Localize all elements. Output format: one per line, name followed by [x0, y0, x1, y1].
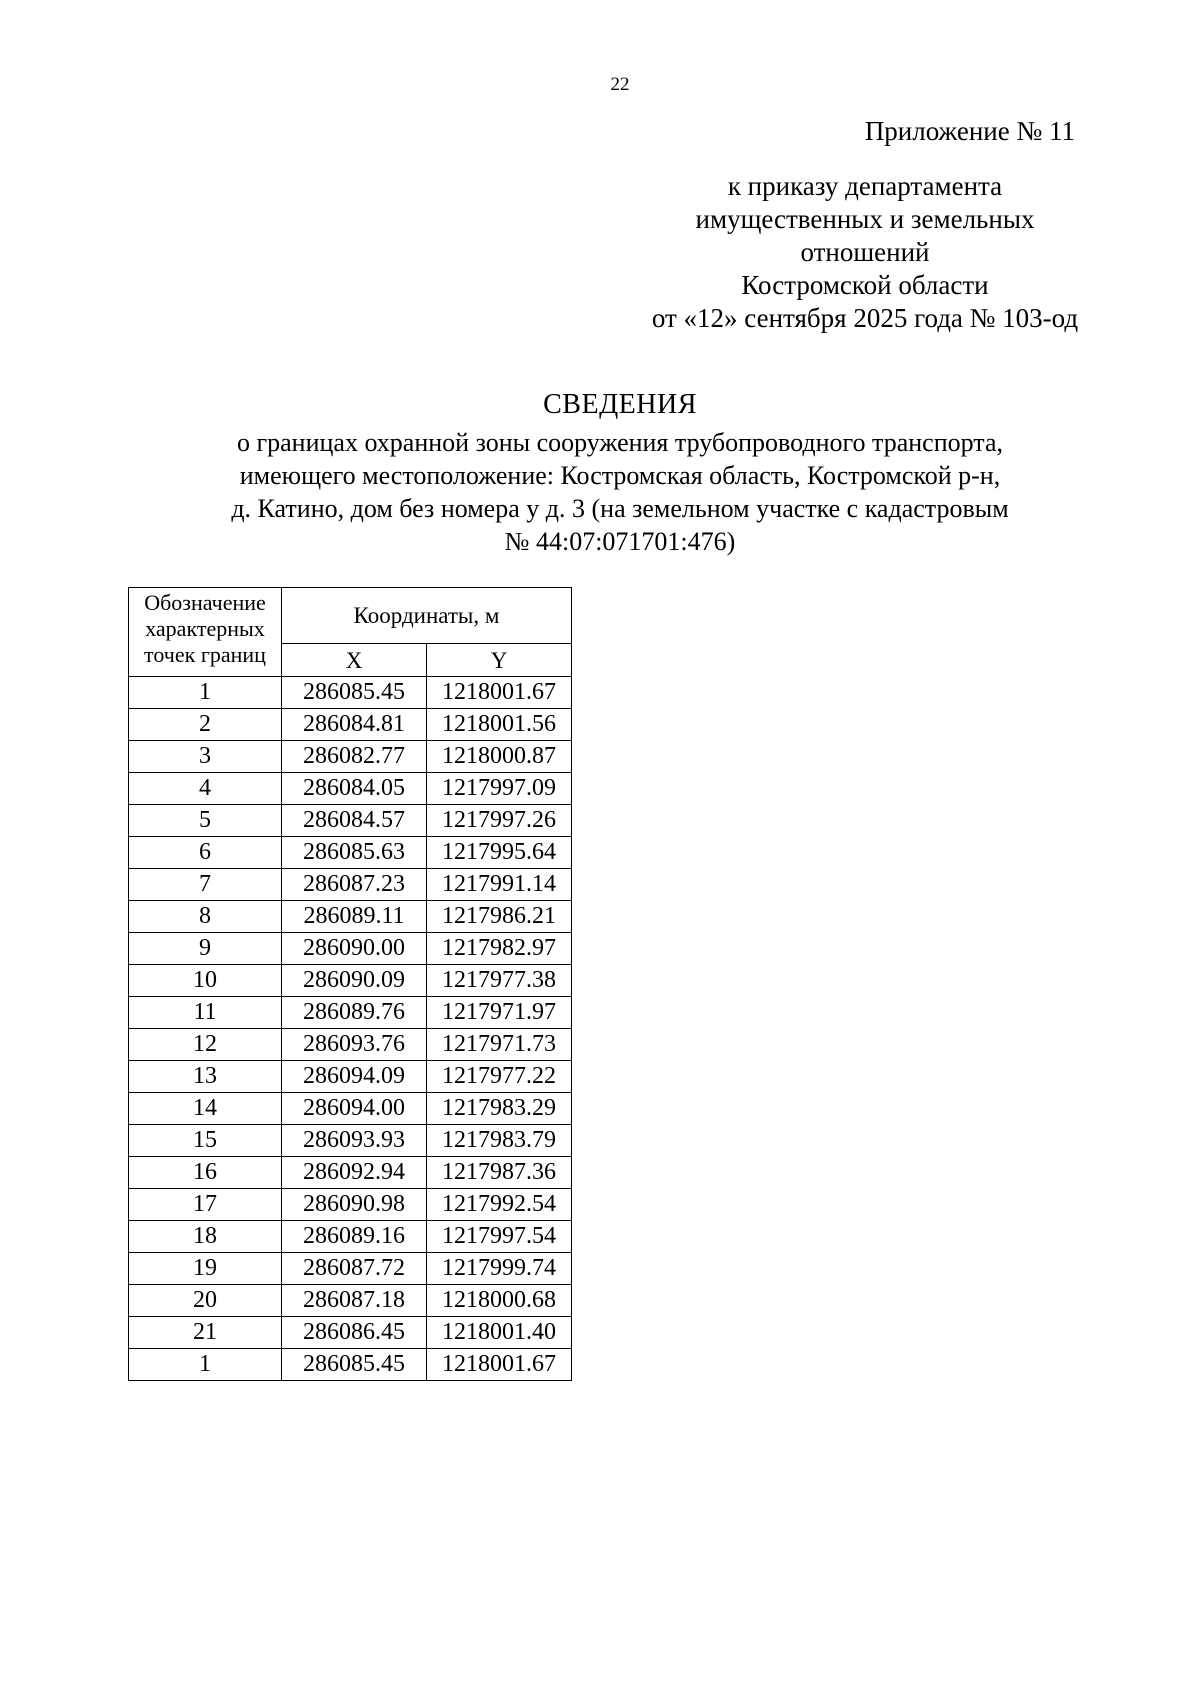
x-coordinate-cell: 286089.76 [282, 997, 427, 1029]
point-cell: 1 [129, 677, 282, 709]
point-cell: 17 [129, 1189, 282, 1221]
point-cell: 15 [129, 1125, 282, 1157]
point-cell: 1 [129, 1349, 282, 1381]
y-coordinate-cell: 1217977.22 [427, 1061, 572, 1093]
table-row [129, 1061, 572, 1093]
table-row [129, 1349, 572, 1381]
y-coordinate-cell: 1217997.26 [427, 805, 572, 837]
table-row [129, 709, 572, 741]
y-coordinate-cell: 1217999.74 [427, 1253, 572, 1285]
x-coordinate-cell: 286082.77 [282, 741, 427, 773]
order-line: к приказу департамента [727, 171, 1003, 201]
table-row [129, 901, 572, 933]
x-coordinate-cell: 286084.57 [282, 805, 427, 837]
subheading-line: имеющего местоположение: Костромская область, Костромской р-н, [239, 461, 1001, 490]
x-coordinate-cell: 286089.11 [282, 901, 427, 933]
point-cell: 20 [129, 1285, 282, 1317]
table-row [129, 965, 572, 997]
table-row [129, 1221, 572, 1253]
table-row [129, 805, 572, 837]
table-row [129, 869, 572, 901]
table-row [129, 1253, 572, 1285]
y-coordinate-cell: 1218001.67 [427, 1349, 572, 1381]
table-row [129, 1029, 572, 1061]
table-row [129, 1189, 572, 1221]
order-line: Костромской области [741, 270, 989, 300]
point-cell: 9 [129, 933, 282, 965]
y-coordinate-cell: 1218000.87 [427, 741, 572, 773]
y-coordinate-cell: 1217982.97 [427, 933, 572, 965]
table-row [129, 1317, 572, 1349]
x-coordinate-cell: 286087.18 [282, 1285, 427, 1317]
y-coordinate-cell: 1217971.73 [427, 1029, 572, 1061]
point-cell: 5 [129, 805, 282, 837]
y-coordinate-cell: 1217997.09 [427, 773, 572, 805]
point-cell: 18 [129, 1221, 282, 1253]
subheading-line: № 44:07:071701:476) [504, 527, 736, 556]
table-row [129, 933, 572, 965]
coordinates-header: Координаты, м [282, 588, 572, 644]
y-coordinate-cell: 1217983.29 [427, 1093, 572, 1125]
header-line: характерных [145, 616, 265, 641]
x-coordinate-cell: 286094.09 [282, 1061, 427, 1093]
x-coordinate-cell: 286089.16 [282, 1221, 427, 1253]
point-cell: 13 [129, 1061, 282, 1093]
table-row [129, 1125, 572, 1157]
coordinates-table [128, 587, 572, 1381]
point-cell: 12 [129, 1029, 282, 1061]
x-coordinate-cell: 286085.45 [282, 1349, 427, 1381]
x-coordinate-cell: 286085.45 [282, 677, 427, 709]
y-coordinate-cell: 1217977.38 [427, 965, 572, 997]
point-cell: 14 [129, 1093, 282, 1125]
x-header: X [282, 644, 427, 677]
table-row [129, 1285, 572, 1317]
y-coordinate-cell: 1218001.67 [427, 677, 572, 709]
x-coordinate-cell: 286086.45 [282, 1317, 427, 1349]
point-cell: 6 [129, 837, 282, 869]
order-line: отношений [800, 237, 930, 267]
y-coordinate-cell: 1217983.79 [427, 1125, 572, 1157]
point-cell: 3 [129, 741, 282, 773]
table-row [129, 773, 572, 805]
y-coordinate-cell: 1217987.36 [427, 1157, 572, 1189]
x-coordinate-cell: 286093.76 [282, 1029, 427, 1061]
x-coordinate-cell: 286087.72 [282, 1253, 427, 1285]
y-header: Y [427, 644, 572, 677]
x-coordinate-cell: 286087.23 [282, 869, 427, 901]
point-cell: 19 [129, 1253, 282, 1285]
point-cell: 7 [129, 869, 282, 901]
document-subheading [0, 426, 1200, 558]
y-coordinate-cell: 1217971.97 [427, 997, 572, 1029]
point-cell: 8 [129, 901, 282, 933]
header-line: Обозначение [144, 590, 266, 615]
point-cell: 11 [129, 997, 282, 1029]
point-cell: 16 [129, 1157, 282, 1189]
y-coordinate-cell: 1217986.21 [427, 901, 572, 933]
y-coordinate-cell: 1218001.56 [427, 709, 572, 741]
table-row [129, 741, 572, 773]
y-coordinate-cell: 1217995.64 [427, 837, 572, 869]
y-coordinate-cell: 1217997.54 [427, 1221, 572, 1253]
table-row [129, 677, 572, 709]
x-coordinate-cell: 286084.05 [282, 773, 427, 805]
y-coordinate-cell: 1217992.54 [427, 1189, 572, 1221]
point-designation-header [129, 588, 282, 677]
order-line: имущественных и земельных [695, 204, 1035, 234]
header-line: точек границ [144, 642, 266, 667]
x-coordinate-cell: 286094.00 [282, 1093, 427, 1125]
order-reference [578, 170, 1152, 335]
x-coordinate-cell: 286084.81 [282, 709, 427, 741]
appendix-title: Приложение № 11 [864, 116, 1075, 146]
point-cell: 2 [129, 709, 282, 741]
document-heading: СВЕДЕНИЯ [543, 389, 697, 420]
point-cell: 4 [129, 773, 282, 805]
x-coordinate-cell: 286085.63 [282, 837, 427, 869]
point-cell: 21 [129, 1317, 282, 1349]
x-coordinate-cell: 286090.09 [282, 965, 427, 997]
page-number: 22 [610, 74, 630, 95]
table-row [129, 1093, 572, 1125]
x-coordinate-cell: 286092.94 [282, 1157, 427, 1189]
subheading-line: д. Катино, дом без номера у д. 3 (на земельном участке с кадастровым [231, 494, 1009, 523]
table-row [129, 837, 572, 869]
x-coordinate-cell: 286090.98 [282, 1189, 427, 1221]
table-row [129, 997, 572, 1029]
table-row [129, 1157, 572, 1189]
subheading-line: о границах охранной зоны сооружения трубопроводного транспорта, [236, 428, 1004, 457]
y-coordinate-cell: 1218000.68 [427, 1285, 572, 1317]
y-coordinate-cell: 1217991.14 [427, 869, 572, 901]
order-line: от «12» сентября 2025 года № 103-од [651, 303, 1079, 333]
coordinates-table-body [129, 677, 572, 1381]
point-cell: 10 [129, 965, 282, 997]
x-coordinate-cell: 286093.93 [282, 1125, 427, 1157]
x-coordinate-cell: 286090.00 [282, 933, 427, 965]
y-coordinate-cell: 1218001.40 [427, 1317, 572, 1349]
